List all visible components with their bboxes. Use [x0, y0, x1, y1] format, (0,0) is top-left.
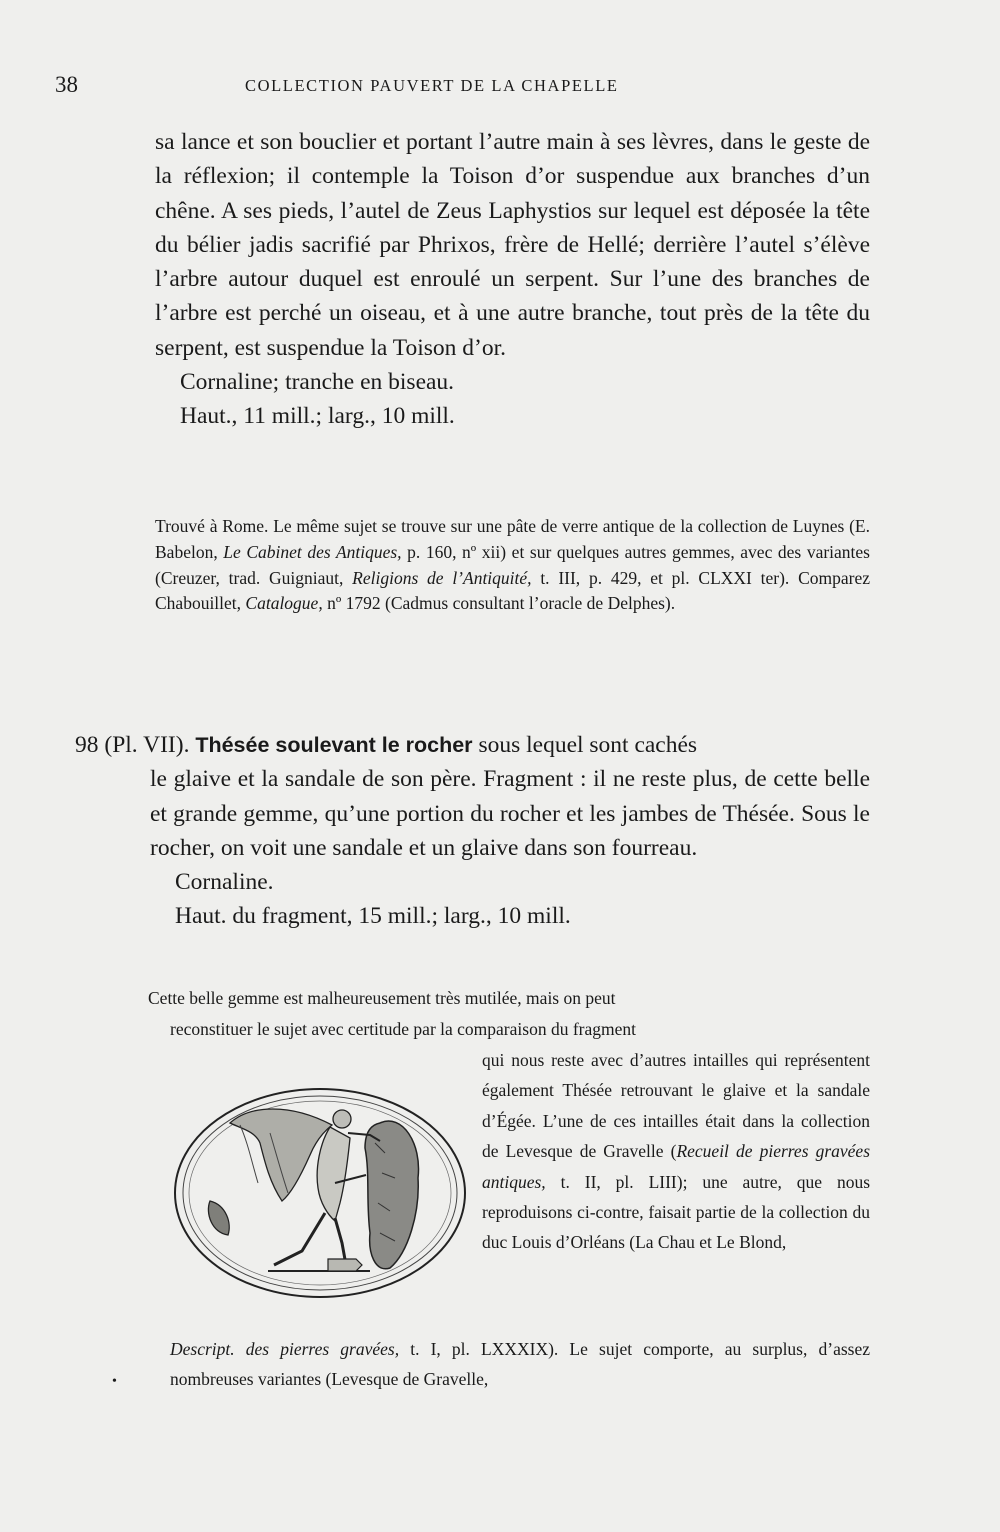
intaglio-illustration	[170, 1083, 470, 1303]
material-line: Cornaline; tranche en biseau.	[180, 369, 455, 396]
note-text: t. III, p. 429, et pl. CLXXI ter). Comparez Chabouillet,	[155, 567, 870, 614]
footnote-97-text	[155, 514, 870, 617]
main-text	[155, 125, 870, 434]
entry-number: 98 (Pl. VII).	[75, 732, 190, 758]
note-text: Trouvé à Rome. Le même sujet se trouve sur une pâte de verre antique de la collection de Luynes (E. Babelon,	[155, 516, 870, 562]
note-italic-title: Catalogue,	[245, 593, 323, 614]
footnote-98-line-2: reconstituer le sujet avec certitude par la comparaison du fragment	[170, 1018, 636, 1039]
footnote-98-top	[148, 983, 870, 1044]
entry-98-first-line	[75, 728, 870, 762]
page-header	[55, 72, 875, 106]
note-text: p. 160, nº xii) et sur quelques autres gemmes, avec des variantes (Creuzer, trad. Guigniaut,	[155, 541, 870, 588]
entry-98	[75, 728, 870, 934]
footnote-97	[155, 514, 870, 617]
note-italic-title: Le Cabinet des Antiques,	[223, 541, 402, 562]
dimensions-line: Haut., 11 mill.; larg., 10 mill.	[180, 403, 455, 430]
page-number: 38	[55, 72, 78, 97]
note-italic-title: Religions de l’Antiquité,	[352, 567, 532, 588]
note-text: qui nous reste avec d’autres intailles qui représentent également Thésée retrouvant le glaive et la sandale d’Égée. L’une de ces intailles était dans la collection de Levesque de Gravelle (	[482, 1050, 870, 1162]
footnote-98-wrap-paragraph	[482, 1045, 870, 1258]
entry-title: Thésée soulevant le rocher	[195, 733, 473, 757]
entry-98-dimensions: Haut. du fragment, 15 mill.; larg., 10 mill.	[175, 903, 571, 930]
note-italic-title: Recueil de pierres gravées antiques,	[482, 1141, 871, 1192]
entry-98-material: Cornaline.	[175, 869, 274, 896]
running-title: COLLECTION PAUVERT DE LA CHAPELLE	[245, 76, 619, 95]
note-text: t. I, pl. LXXXIX). Le sujet comporte, au surplus, d’assez nombreuses variantes (Levesque de Gravelle,	[170, 1339, 871, 1390]
footnote-98-bottom	[170, 1334, 870, 1395]
entry-first-line-rest: sous lequel sont cachés	[472, 732, 698, 758]
intaglio-drawing	[170, 1083, 470, 1303]
stray-bullet-mark: •	[112, 1374, 117, 1389]
footnote-98-wrapped-text	[482, 1045, 870, 1258]
entry-98-description: le glaive et la sandale de son père. Fragment : il ne reste plus, de cette belle et grande gemme, qu’une portion du rocher et les jambes de Thésée. Sous le rocher, on voit une sandale et un glaive dans son fourreau.	[150, 766, 870, 861]
note-italic-title: Descript. des pierres gravées,	[170, 1339, 400, 1359]
note-text: t. II, pl. LIII); une autre, que nous reproduisons ci-contre, faisait partie de la collection du duc Louis d’Orléans (La Chau et Le Blond,	[482, 1171, 870, 1253]
footnote-98-line-1: Cette belle gemme est malheureusement très mutilée, mais on peut	[148, 988, 616, 1008]
footnote-98-bottom-paragraph	[170, 1334, 870, 1395]
note-text: nº 1792 (Cadmus consultant l’oracle de Delphes).	[322, 593, 676, 614]
description-paragraph: sa lance et son bouclier et portant l’autre main à ses lèvres, dans le geste de la réflexion; il contemple la Toison d’or suspendue aux branches d’un chêne. A ses pieds, l’autel de Zeus Laphystios sur lequel est déposée la tête du bélier jadis sacrifié par Phrixos, frère de Hellé; derrière l’autel s’élève l’arbre autour duquel est enroulé un serpent. Sur l’une des branches de l’arbre est perché un oiseau, et à une autre branche, tout près de la tête du serpent, est suspendue la Toison d’or.	[155, 129, 870, 361]
